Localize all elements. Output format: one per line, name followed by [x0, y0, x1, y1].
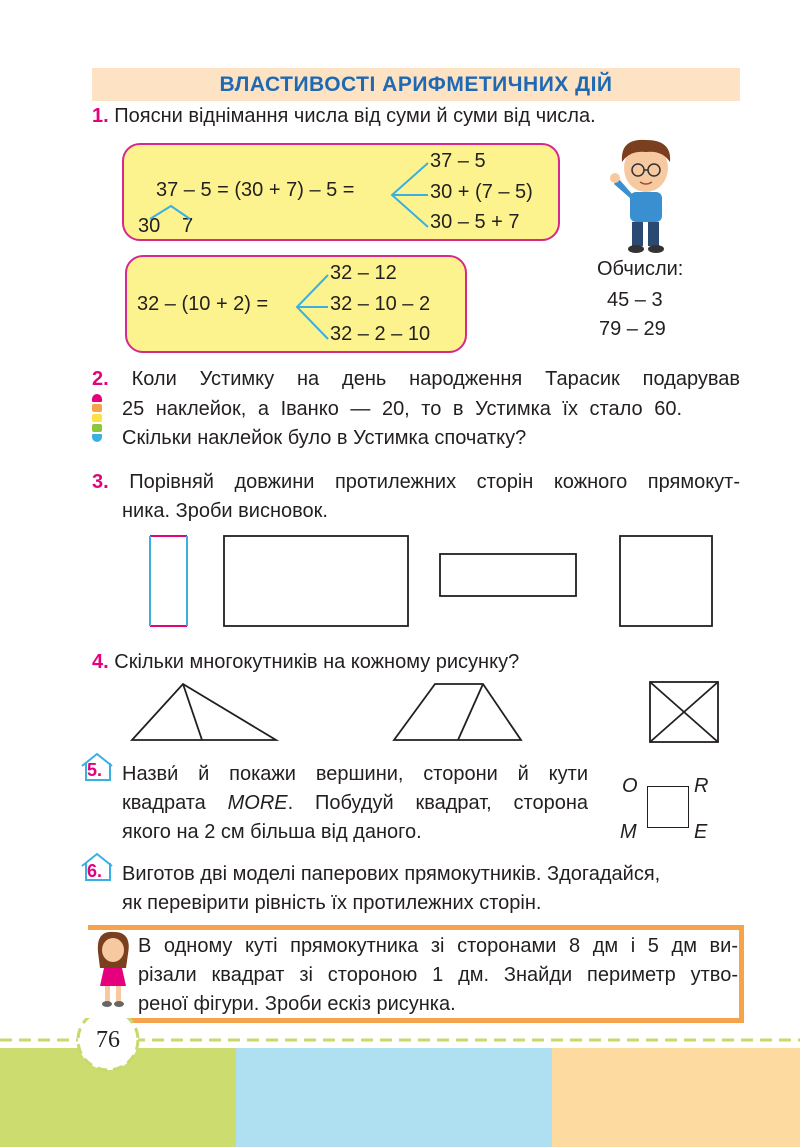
- task-7-line: різали квадрат зі стороною 1 дм. Знайди периметр утво-: [138, 964, 738, 986]
- girl-character-illustration: [92, 928, 134, 1008]
- example-expression: 32 – (10 + 2) =: [137, 293, 269, 315]
- example-branch: 32 – 2 – 10: [330, 323, 431, 345]
- task-3-line: ника. Зроби висновок.: [122, 500, 328, 522]
- split-part: 7: [182, 215, 194, 237]
- polygons-figure: [130, 680, 730, 744]
- square-more: [647, 786, 689, 828]
- compute-expression: 45 – 3: [607, 289, 663, 311]
- page-number: 76: [96, 1027, 120, 1053]
- example-expression: 37 – 5 = (30 + 7) – 5 =: [156, 179, 355, 201]
- task-text: Коли Устимку на день народження Тарасик подарував: [131, 368, 740, 390]
- task-number: 1.: [92, 105, 109, 127]
- page-title: ВЛАСТИВОСТІ АРИФМЕТИЧНИХ ДІЙ: [219, 73, 613, 96]
- difficulty-stripe: [92, 434, 102, 442]
- rectangle: [224, 536, 408, 626]
- compute-label: Обчисли:: [597, 258, 684, 280]
- task-2-line: [92, 365, 740, 394]
- boy-character-illustration: [600, 132, 690, 254]
- rectangles-figure: [140, 530, 730, 634]
- task-4: [92, 648, 519, 677]
- task-number: 6.: [87, 861, 103, 881]
- task-text: Скільки многокутників на кожному рисунку?: [114, 651, 520, 673]
- task-5-line: квадрата MORE. Побудуй квадрат, сторона: [122, 792, 589, 814]
- task-text: Поясни віднімання числа від суми й суми від числа.: [114, 105, 596, 127]
- task-number: 2.: [92, 368, 109, 390]
- task-1: [92, 102, 596, 131]
- task-number: 4.: [92, 651, 109, 673]
- example-branch: 37 – 5: [430, 150, 486, 172]
- task-5-line: Назви́ й покажи вершини, сторони й кути: [122, 763, 588, 785]
- compute-expression: 79 – 29: [599, 318, 666, 340]
- difficulty-stripe: [92, 394, 102, 402]
- branch-lines: [124, 145, 558, 239]
- example-branch: 32 – 10 – 2: [330, 293, 431, 315]
- example-branch: 30 + (7 – 5): [430, 181, 533, 203]
- example-branch: 30 – 5 + 7: [430, 211, 520, 233]
- task-6-line: як перевірити рівність їх протилежних сторін.: [122, 892, 542, 914]
- task-2-line: 25 наклейок, а Іванко — 20, то в Устимка їх стало 60.: [122, 398, 682, 420]
- rectangle: [620, 536, 712, 626]
- example-branch: 32 – 12: [330, 262, 397, 284]
- difficulty-stripe: [92, 404, 102, 412]
- difficulty-stripe: [92, 414, 102, 422]
- branch-lines: [127, 257, 465, 351]
- task-number: 5.: [87, 760, 103, 780]
- difficulty-stripe: [92, 424, 102, 432]
- rectangle: [440, 554, 576, 596]
- square-name: MORE: [227, 792, 288, 814]
- task-number: 3.: [92, 471, 109, 493]
- triangle: [132, 684, 276, 740]
- task-6-line: Виготов дві моделі паперових прямокутників. Здогадайся,: [122, 863, 661, 885]
- vertex-label: R: [694, 775, 709, 797]
- vertex-label: O: [622, 775, 638, 797]
- vertex-label: M: [620, 821, 637, 843]
- task-7-line: реної фігури. Зроби ескіз рисунка.: [138, 993, 456, 1015]
- task-2-line: Скільки наклейок було в Устимка спочатку?: [122, 427, 527, 449]
- example-box-2: [125, 255, 467, 353]
- vertex-label: E: [694, 821, 708, 843]
- task-text: Порівняй довжини протилежних сторін кожного прямокут-: [129, 471, 740, 493]
- task-3-line: [92, 468, 740, 497]
- task-7-line: В одному куті прямокутника зі сторонами 8 дм і 5 дм ви-: [138, 935, 738, 957]
- task-5-line: якого на 2 см більша від даного.: [122, 821, 422, 843]
- trapezoid: [394, 684, 521, 740]
- split-part: 30: [138, 215, 161, 237]
- example-box-1: [122, 143, 560, 241]
